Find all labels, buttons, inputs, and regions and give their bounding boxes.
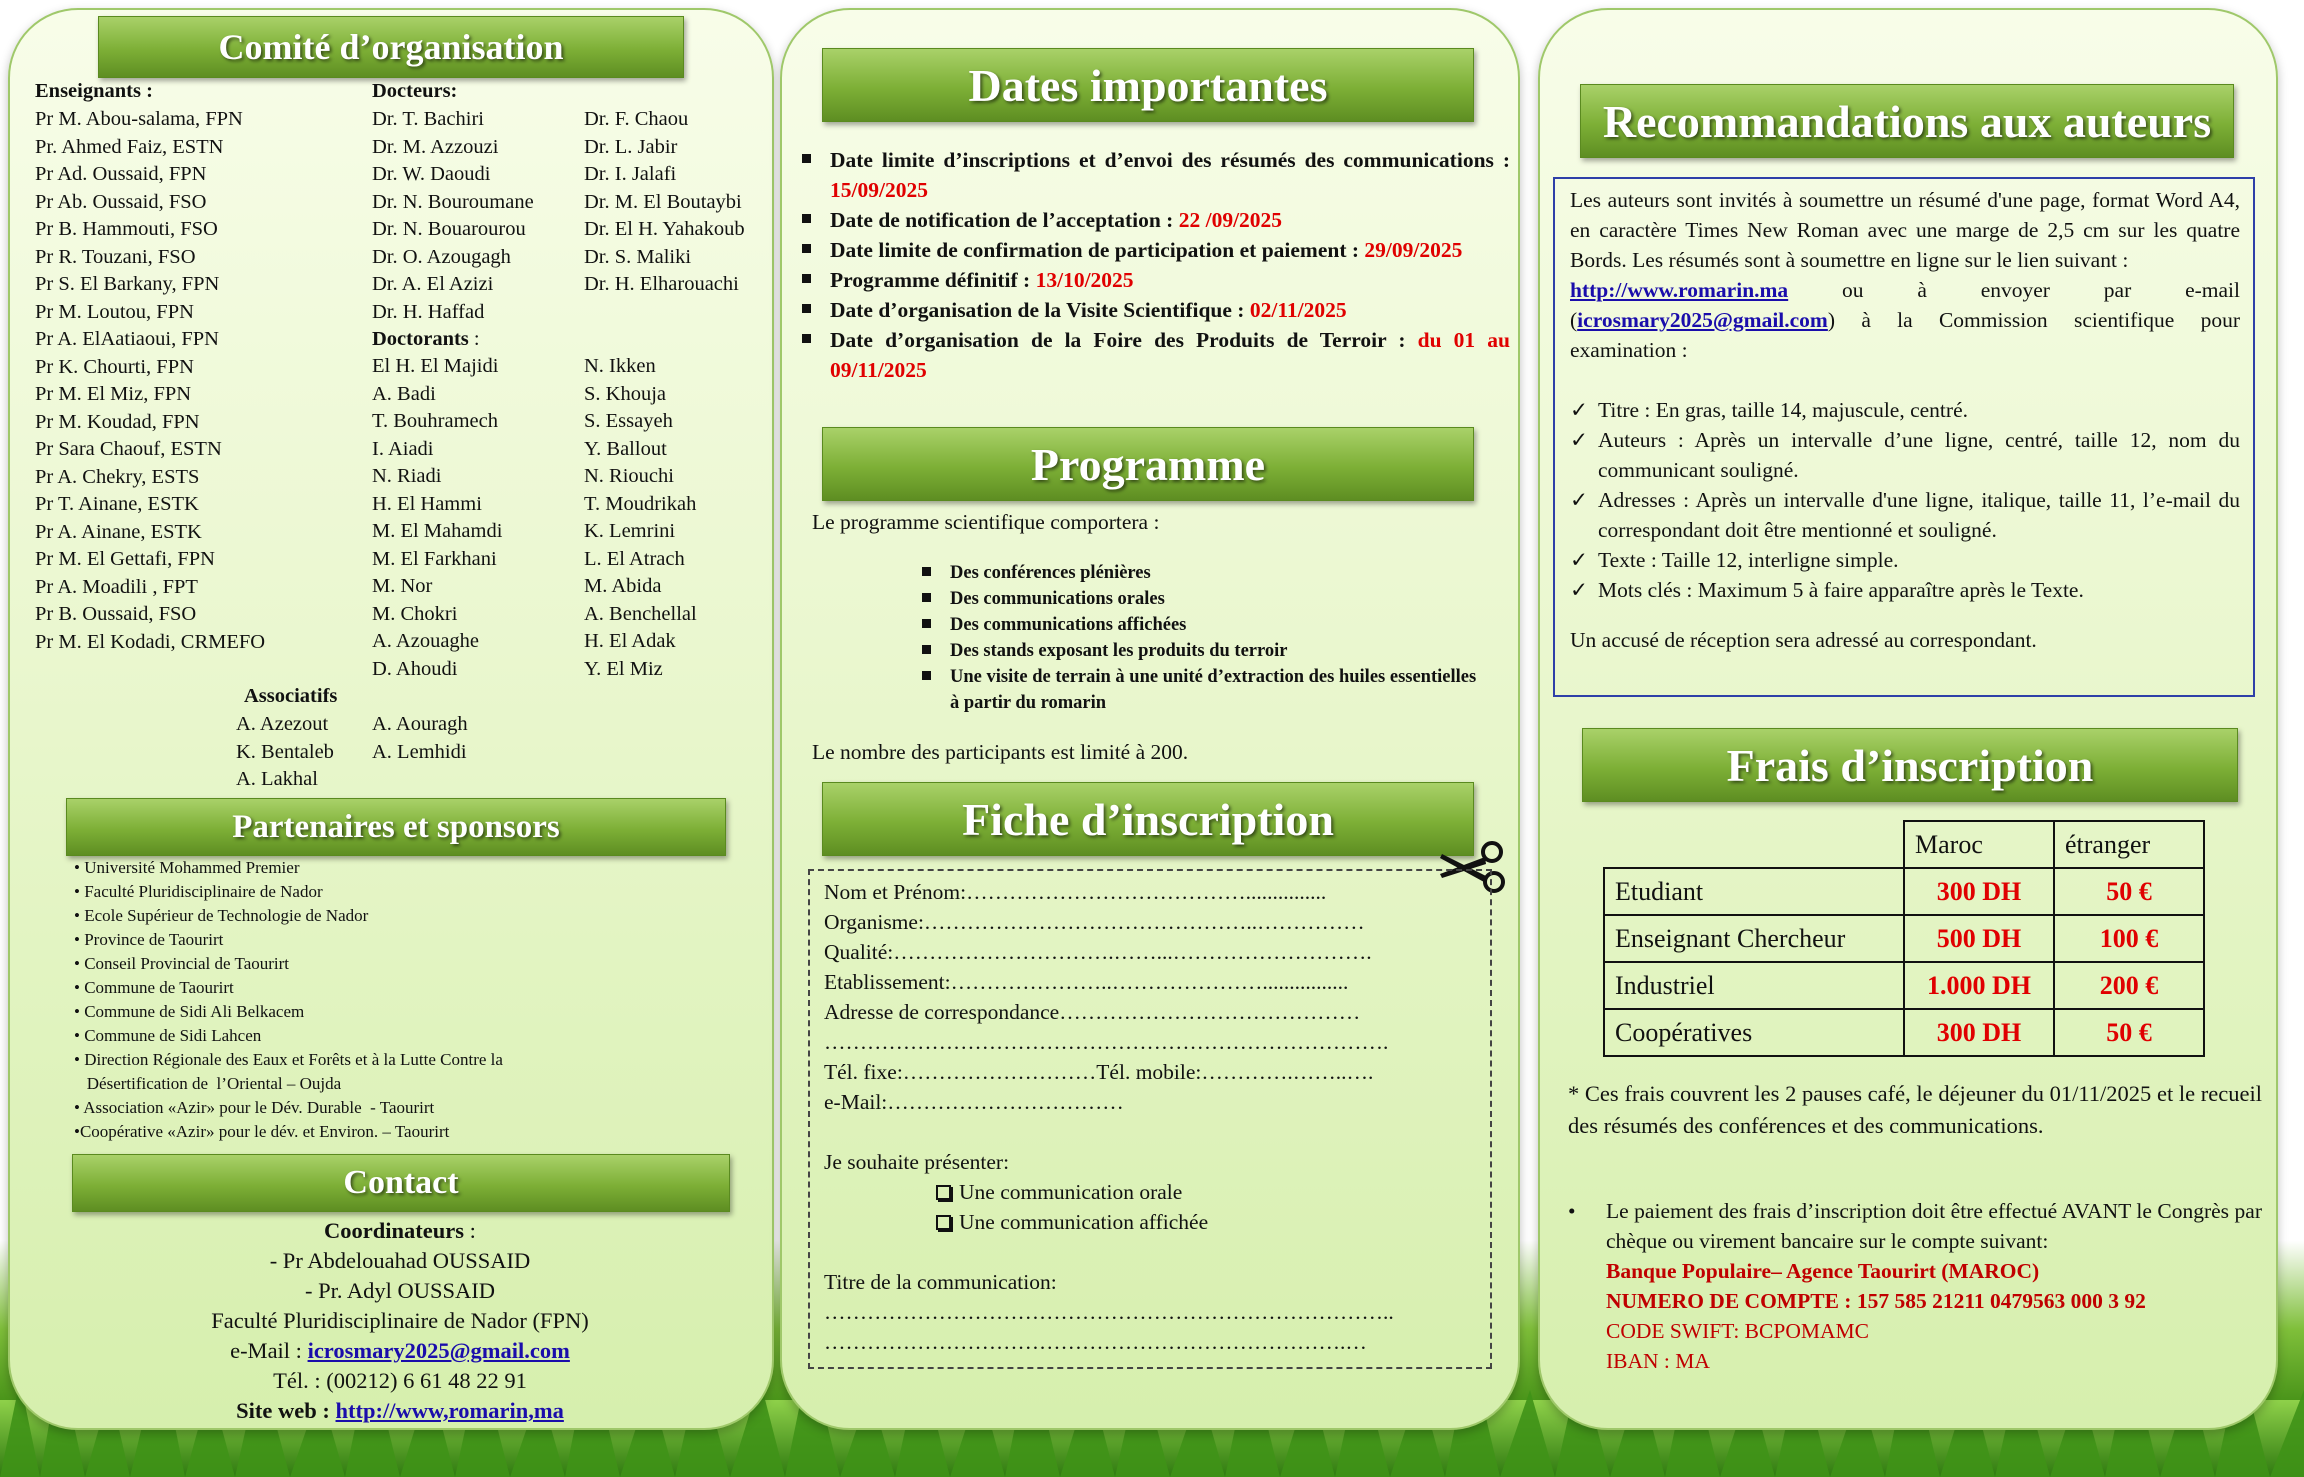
phd-name: Y. El Miz [584,657,663,680]
phd-name: A. Badi [372,382,436,405]
check-item-text: Titre : En gras, taille 14, majuscule, centré. [1598,398,1968,422]
contact-title: Contact [72,1154,730,1212]
programme-intro: Le programme scientifique comportera : [812,510,1160,534]
date-item [802,145,1510,205]
teacher-name: Pr M. Loutou, FPN [35,300,194,323]
phd-name: A. Azouaghe [372,630,480,652]
phd-name: H. El Hammi [372,492,482,515]
doctors-header: Docteurs: [372,80,458,102]
doctor-name: Dr. H. Elharouachi [584,273,739,295]
phd-name: H. El Adak [584,630,676,652]
doctor-name: Dr. I. Jalafi [584,163,677,185]
fees-table [1603,820,2205,1057]
programme-item-text: Des communications affichées [950,615,1187,635]
phd-header [372,326,480,354]
doctor-name: Dr. W. Daoudi [372,163,491,185]
doctor-name: Dr. F. Chaou [584,108,689,130]
fee-label: Enseignant Chercheur [1604,915,1904,962]
table-row [1604,962,2204,1009]
sponsors-list [74,856,503,1144]
sponsor-item: • Province de Taourirt [74,930,224,949]
comm-title-label: Titre de la communication: [824,1270,1057,1294]
programme-item-text: Une visite de terrain à une unité d’extraction des huiles essentielles à partir du romarin [950,667,1477,713]
bullet-square-icon [802,304,811,313]
form-fields [824,877,1394,1117]
doctor-name: Dr. T. Bachiri [372,108,484,130]
check-item-text: Texte : Taille 12, interligne simple. [1598,548,1899,572]
teacher-name: Pr Ad. Oussaid, FPN [35,163,207,185]
assoc-name: A. Lemhidi [372,740,467,763]
phd-name: T. Moudrikah [584,492,697,515]
bullet-square-icon [802,214,811,223]
fee-maroc: 1.000 DH [1904,962,2054,1009]
option-poster[interactable] [824,1207,1394,1237]
teacher-name: Pr R. Touzani, FSO [35,245,196,268]
programme-item [922,638,1482,664]
payment-block [1568,1196,2262,1376]
check-item-text: Auteurs : Après un intervalle d’une ligne, centré, taille 12, nom du communicant souligné. [1598,428,2240,482]
check-mark-icon: ✓ [1570,548,1589,572]
fee-maroc: 300 DH [1904,1009,2054,1056]
fee-label: Coopératives [1604,1009,1904,1056]
teacher-name: Pr A. Chekry, ESTS [35,465,200,488]
doctor-name: Dr. El H. Yahakoub [584,218,745,240]
teacher-name: Pr A. ElAatiaoui, FPN [35,328,219,350]
iban: IBAN : MA [1606,1349,1710,1373]
date-value: 15/09/2025 [830,178,928,202]
teacher-name: Pr M. El Miz, FPN [35,383,192,405]
table-row [1604,915,2204,962]
phd-name: I. Aiadi [372,437,434,460]
check-item [1570,545,2240,575]
check-mark-icon: ✓ [1570,398,1589,422]
assoc-name: K. Bentaleb [236,740,334,763]
assoc-header: Associatifs [244,685,338,707]
phd-name: S. Essayeh [584,410,673,432]
bullet-square-icon [922,619,931,628]
phd-name: A. Benchellal [584,602,697,625]
dates-title: Dates importantes [822,48,1474,122]
teacher-name: Pr B. Oussaid, FSO [35,603,197,625]
form-field: Tél. fixe:………………………Tél. mobile:………….……..…. [824,1060,1374,1084]
recommendations-title: Recommandations aux auteurs [1580,84,2234,158]
date-label: Date d’organisation de la Foire des Produits de Terroir : [830,328,1418,352]
teachers-header: Enseignants : [35,80,153,102]
bullet-square-icon [922,593,931,602]
check-item [1570,395,2240,425]
date-item [802,265,1510,295]
sponsors-title: Partenaires et sponsors [66,798,726,856]
sponsor-item: •Coopérative «Azir» pour le dév. et Environ. – Taourirt [74,1122,450,1141]
phd-name: T. Bouhramech [372,410,498,432]
assoc-name: A. Azezout [236,713,329,735]
recommendations-intro: Les auteurs sont invités à soumettre un résumé d'une page, format Word A4, en caractère Times New Roman avec une marge de 2,5 cm sur les quatre Bords. Les résumés sont à soumettre en ligne sur le lien suivant : http://www.romarin.ma ou à envoyer par e-mail (icrosmary2025@gmail.com) à la Commission scientifique pour examination : [1570,188,2240,362]
bullet-square-icon [802,244,811,253]
coordinator-2: - Pr. Adyl OUSSAID [304,1278,496,1303]
date-label: Date limite d’inscriptions et d’envoi des résumés des communications : [830,148,1510,172]
doctor-name: Dr. A. El Azizi [372,273,494,295]
participants-limit: Le nombre des participants est limité à 200. [812,740,1189,764]
sponsor-item: • Direction Régionale des Eaux et Forêts et à la Lutte Contre la [74,1050,503,1069]
teacher-name: Pr A. Moadili , FPT [35,575,198,598]
bank-name: Banque Populaire– Agence Taourirt (MAROC) [1606,1259,2040,1283]
teacher-name: Pr Ab. Oussaid, FSO [35,190,207,213]
teacher-name: Pr Sara Chaouf, ESTN [35,438,222,460]
bullet-square-icon [922,567,931,576]
teacher-name: Pr M. Abou-salama, FPN [35,108,243,130]
fee-label: Etudiant [1604,868,1904,915]
contact-email-link[interactable]: icrosmary2025@gmail.com [307,1338,570,1363]
form-field: Etablissement:…………………..…………………................ [824,970,1349,994]
doctor-name: Dr. H. Haffad [372,300,485,323]
table-row [1604,1009,2204,1056]
doctor-name: Dr. M. Azzouzi [372,135,499,158]
fees-col-etranger: étranger [2054,821,2204,868]
date-label: Date de notification de l’acceptation : [830,208,1179,232]
bullet-square-icon [802,274,811,283]
fee-label: Industriel [1604,962,1904,1009]
teacher-name: Pr B. Hammouti, FSO [35,218,218,240]
fee-etranger: 50 € [2054,1009,2204,1056]
fee-etranger: 200 € [2054,962,2204,1009]
site-label: Site web : [236,1398,336,1423]
registration-form-content [824,877,1394,1357]
comm-title-dots-1: …………………………………………………………………….. [824,1300,1394,1324]
form-field: Nom et Prénom:…………………………………............... [824,880,1327,904]
form-field: Adresse de correspondance…………………………………… [824,1000,1361,1024]
phd-name: D. Ahoudi [372,657,458,680]
payment-bullet: • [1568,1199,1576,1223]
teachers-list [35,106,265,656]
phd-name: El H. El Majidi [372,355,499,377]
programme-item-text: Des stands exposant les produits du terroir [950,641,1288,661]
phd-name: M. Chokri [372,602,458,625]
assoc-name: A. Lakhal [236,768,318,790]
phd-name: M. El Mahamdi [372,520,503,542]
programme-item-text: Des conférences plénières [950,563,1151,583]
recommendations-email-link[interactable]: icrosmary2025@gmail.com [1577,308,1828,332]
fee-etranger: 50 € [2054,868,2204,915]
programme-item [922,664,1482,716]
coordinators-colon: : [464,1218,476,1243]
check-item-text: Adresses : Après un intervalle d'une ligne, italique, taille 11, l’e-mail du correspondant doit être mentionné et souligné. [1598,488,2240,542]
fees-col-maroc: Maroc [1904,821,2054,868]
assoc-name: A. Aouragh [372,713,468,735]
sponsor-item: • Faculté Pluridisciplinaire de Nador [74,882,323,901]
doctors-list-2 [584,106,745,299]
assoc-list-2 [372,711,468,766]
payment-text: Le paiement des frais d’inscription doit être effectué AVANT le Congrès par chèque ou virement bancaire sur le compte suivant: [1606,1199,2262,1253]
doctor-name: Dr. L. Jabir [584,135,678,158]
date-value: 02/11/2025 [1249,298,1347,322]
phd-name: Y. Ballout [584,437,667,460]
phd-header-label: Doctorants [372,328,469,350]
fee-etranger: 100 € [2054,915,2204,962]
phd-name: M. Abida [584,575,662,597]
bullet-square-icon [802,154,811,163]
date-label: Programme définitif : [830,268,1036,292]
option-oral-label: Une communication orale [959,1180,1183,1204]
teacher-name: Pr T. Ainane, ESTK [35,493,199,515]
check-mark-icon: ✓ [1570,428,1589,452]
phd-list-2 [584,353,697,683]
phd-name: K. Lemrini [584,520,676,542]
check-item-text: Mots clés : Maximum 5 à faire apparaître après le Texte. [1598,578,2084,602]
sponsor-item: • Conseil Provincial de Taourirt [74,954,290,973]
sponsor-item: • Commune de Sidi Lahcen [74,1026,262,1045]
date-value: 22 /09/2025 [1178,208,1283,232]
doctor-name: Dr. M. El Boutaybi [584,190,742,213]
bullet-square-icon [922,645,931,654]
teacher-name: Pr. Ahmed Faiz, ESTN [35,135,224,158]
phd-list-1 [372,353,502,683]
check-item [1570,485,2240,545]
recommendations-link[interactable]: http://www.romarin.ma [1570,278,1789,302]
check-item [1570,575,2240,605]
sponsor-item: • Ecole Supérieur de Technologie de Nador [74,906,369,925]
dates-list [802,145,1510,385]
teacher-name: Pr K. Chourti, FPN [35,355,194,378]
recommendations-checklist [1570,395,2240,605]
committee-title: Comité d’organisation [98,16,684,78]
date-value: 29/09/2025 [1364,238,1463,262]
phd-name: N. Ikken [584,355,656,377]
teacher-name: Pr M. Koudad, FPN [35,410,200,433]
form-field: e-Mail:…………………………… [824,1090,1124,1114]
check-item [1570,425,2240,485]
option-oral[interactable] [824,1177,1394,1207]
phd-name: M. El Farkhani [372,547,497,570]
doctor-name: Dr. N. Bouarourou [372,218,526,240]
table-row [1604,868,2204,915]
form-title: Fiche d’inscription [822,782,1474,856]
phd-name: N. Riadi [372,465,442,487]
teacher-name: Pr M. El Kodadi, CRMEFO [35,630,266,653]
assoc-list-1 [236,711,334,794]
comm-title-dots-2: ……………………………………………………………….… [824,1330,1367,1354]
form-field: Qualité:………………………….……...………………………. [824,940,1372,964]
programme-item [922,612,1482,638]
email-label: e-Mail : [230,1338,308,1363]
programme-title: Programme [822,427,1474,501]
fees-title: Frais d’inscription [1582,728,2238,802]
phd-name: S. Khouja [584,382,666,405]
bullet-square-icon [802,334,811,343]
sponsor-item: • Association «Azir» pour le Dév. Durable - Taourirt [74,1098,435,1117]
form-field: Organisme:………………………………………..…………… [824,910,1365,934]
teacher-name: Pr M. El Gettafi, FPN [35,548,215,570]
contact-site-link[interactable]: http://www,romarin,ma [335,1398,564,1423]
sponsor-item: Désertification de l’Oriental – Oujda [74,1074,342,1093]
fees-note: * Ces frais couvrent les 2 pauses café, le déjeuner du 01/11/2025 et le recueil des résumés des conférences et des communications. [1568,1081,2262,1138]
option-poster-label: Une communication affichée [959,1210,1209,1234]
swift-code: CODE SWIFT: BCPOMAMC [1606,1319,1869,1343]
form-wish: Je souhaite présenter: [824,1150,1010,1174]
sponsor-item: • Commune de Sidi Ali Belkacem [74,1002,305,1021]
contact-phone: Tél. : (00212) 6 61 48 22 91 [273,1368,527,1393]
coordinator-1: - Pr Abdelouahad OUSSAID [269,1248,531,1273]
doctor-name: Dr. O. Azougagh [372,245,511,268]
doctor-name: Dr. S. Maliki [584,245,692,268]
coordinators-label: Coordinateurs [324,1218,465,1243]
date-item [802,235,1510,265]
phd-name: N. Riouchi [584,465,674,487]
recommendations-content [1570,185,2240,655]
phd-header-colon: : [468,328,480,350]
sponsor-item: • Université Mohammed Premier [74,858,300,877]
teacher-name: Pr A. Ainane, ESTK [35,520,202,543]
date-value: du 01 au 09/11/2025 [830,328,1510,382]
date-item [802,295,1510,325]
date-item [802,325,1510,385]
bullet-square-icon [922,671,931,680]
fee-maroc: 500 DH [1904,915,2054,962]
sponsor-item: • Commune de Taourirt [74,978,234,997]
date-label: Date d’organisation de la Visite Scientifique : [830,298,1250,322]
faculty-name: Faculté Pluridisciplinaire de Nador (FPN) [211,1308,589,1333]
form-field: ……………………………………………………………………. [824,1030,1389,1054]
programme-item [922,586,1482,612]
programme-item [922,560,1482,586]
contact-block [100,1216,700,1426]
date-label: Date limite de confirmation de participation et paiement : [830,238,1365,262]
doctors-list-1 [372,106,534,326]
programme-list [922,560,1482,716]
date-item [802,205,1510,235]
date-value: 13/10/2025 [1035,268,1134,292]
doctor-name: Dr. N. Bouroumane [372,190,534,213]
recommendations-footer: Un accusé de réception sera adressé au correspondant. [1570,628,2037,652]
teacher-name: Pr S. El Barkany, FPN [35,273,220,295]
check-mark-icon: ✓ [1570,578,1589,602]
option-oral-checkbox[interactable] [936,1185,951,1200]
fee-maroc: 300 DH [1904,868,2054,915]
account-number: NUMERO DE COMPTE : 157 585 21211 0479563 000 3 92 [1606,1289,2146,1313]
option-poster-checkbox[interactable] [936,1215,951,1230]
check-mark-icon: ✓ [1570,488,1589,512]
programme-item-text: Des communications orales [950,589,1165,609]
phd-name: M. Nor [372,575,433,597]
phd-name: L. El Atrach [584,547,685,570]
